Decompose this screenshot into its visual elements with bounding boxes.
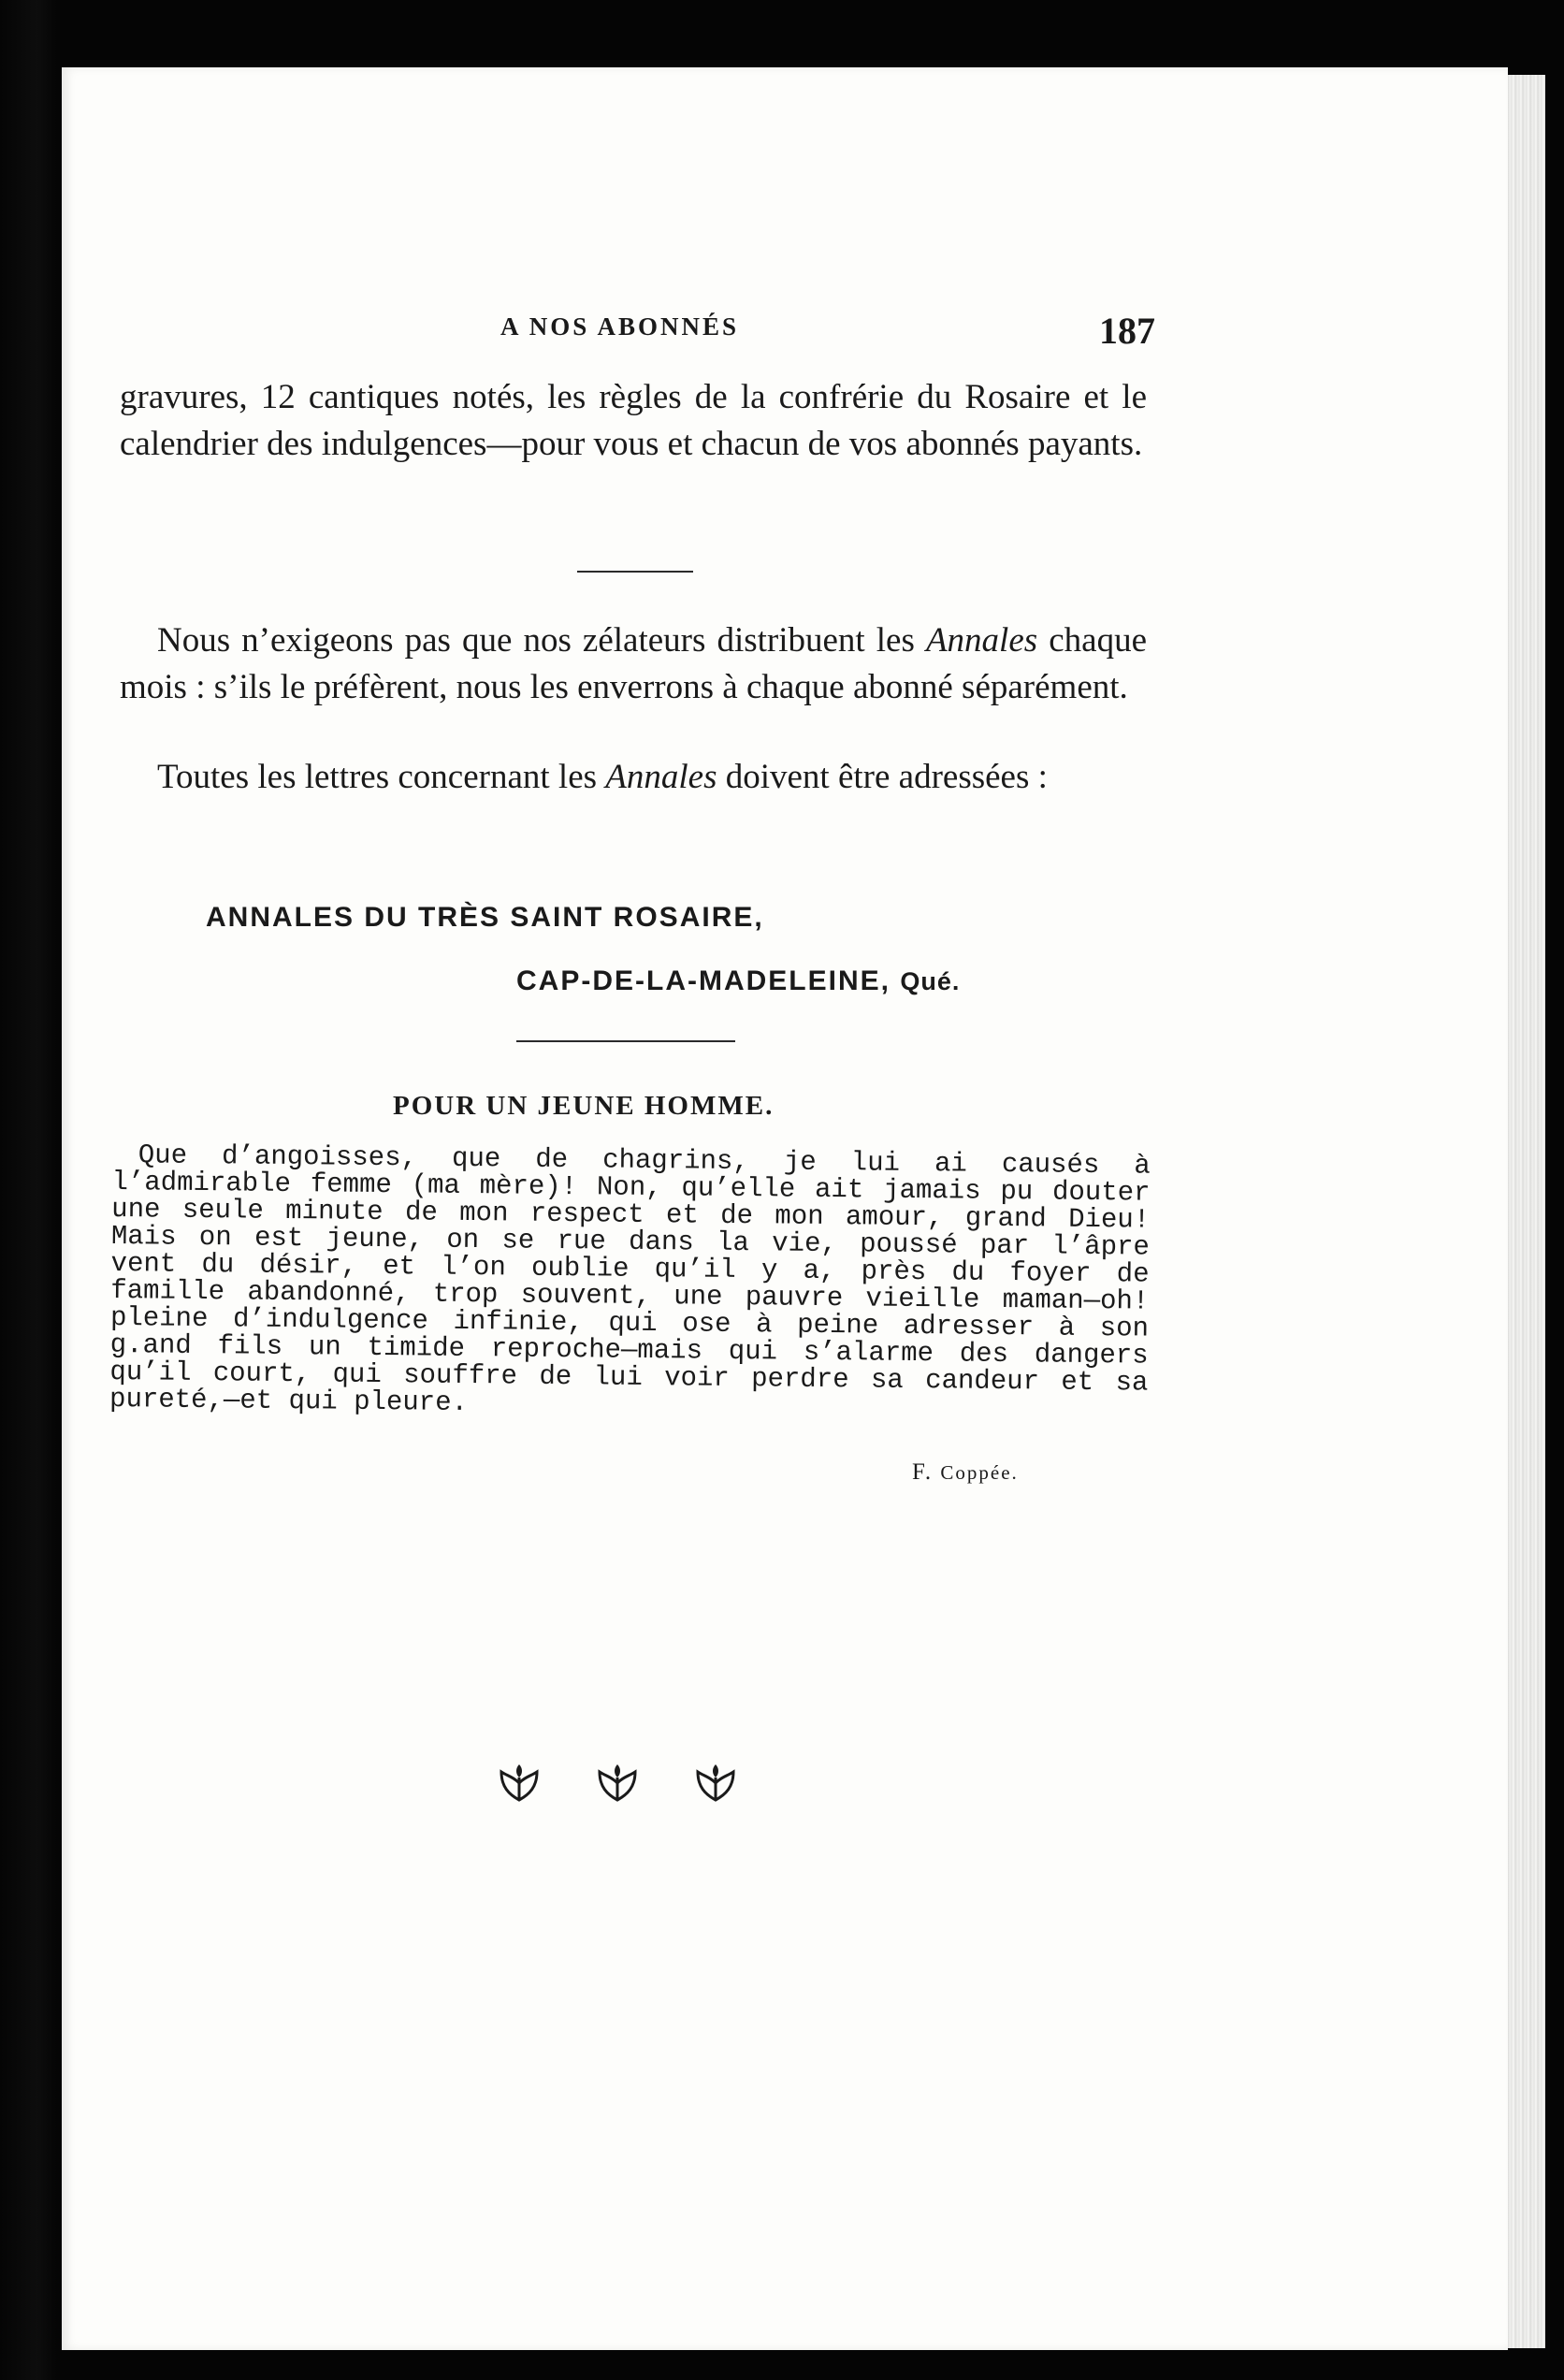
fleuron-ornament-icon [692, 1759, 739, 1806]
page-number: 187 [1099, 310, 1155, 352]
italic-title: Annales [925, 621, 1038, 660]
section-divider [516, 1040, 735, 1042]
signature-initial: F. [912, 1459, 934, 1485]
address-city: CAP-DE-LA-MADELEINE, [516, 965, 891, 996]
address-line-2 [516, 965, 960, 997]
running-head [500, 309, 1155, 356]
running-head-title: A NOS ABONNÉS [500, 312, 740, 341]
section-divider [577, 571, 693, 573]
address-line-1: ANNALES DU TRÈS SAINT ROSAIRE, [206, 902, 764, 933]
ornament-row [496, 1759, 739, 1806]
paragraph-continuation: gravures, 12 cantiques notés, les règles de la confrérie du Rosaire et le calendrier des indulgences—pour vous et chacun de vos abonnés payants. [120, 378, 1147, 463]
italic-title: Annales [605, 758, 717, 796]
author-signature [912, 1459, 1019, 1486]
paragraph-zelateurs: Nous n’exigeons pas que nos zélateurs distribuent les Annales chaque mois : s’ils le préfèrent, nous les enverrons à chaque abonné séparément. [120, 621, 1147, 706]
signature-name: Coppée. [940, 1461, 1019, 1484]
fleuron-ornament-icon [496, 1759, 543, 1806]
paragraph-lettres: Toutes les lettres concernant les Annales doivent être adressées : [157, 758, 1048, 796]
section-title: POUR UN JEUNE HOMME. [393, 1091, 775, 1121]
fleuron-ornament-icon [594, 1759, 641, 1806]
address-province: Qué. [900, 967, 961, 995]
quotation-text: Que d’angoisses, que de chagrins, je lui ai causés à l’admirable femme (ma mère)! Non, qu’elle ait jamais pu douter une seule minute de mon respect et de mon amour, grand Dieu! Mais on est jeune, on se rue dans la vie, poussé par l’âpre vent du désir, et l’on oublie qu’il y a, près du foyer de famille abandonné, trop souvent, une pauvre vieille maman—oh! pleine d’indulgence infinie, qui ose à peine adresser à son g.and fils un timide reproche—mais qui s’alarme des dangers qu’il court, qui souffre de lui voir perdre sa candeur et sa pureté,—et qui pleure. [109, 1139, 1151, 1418]
